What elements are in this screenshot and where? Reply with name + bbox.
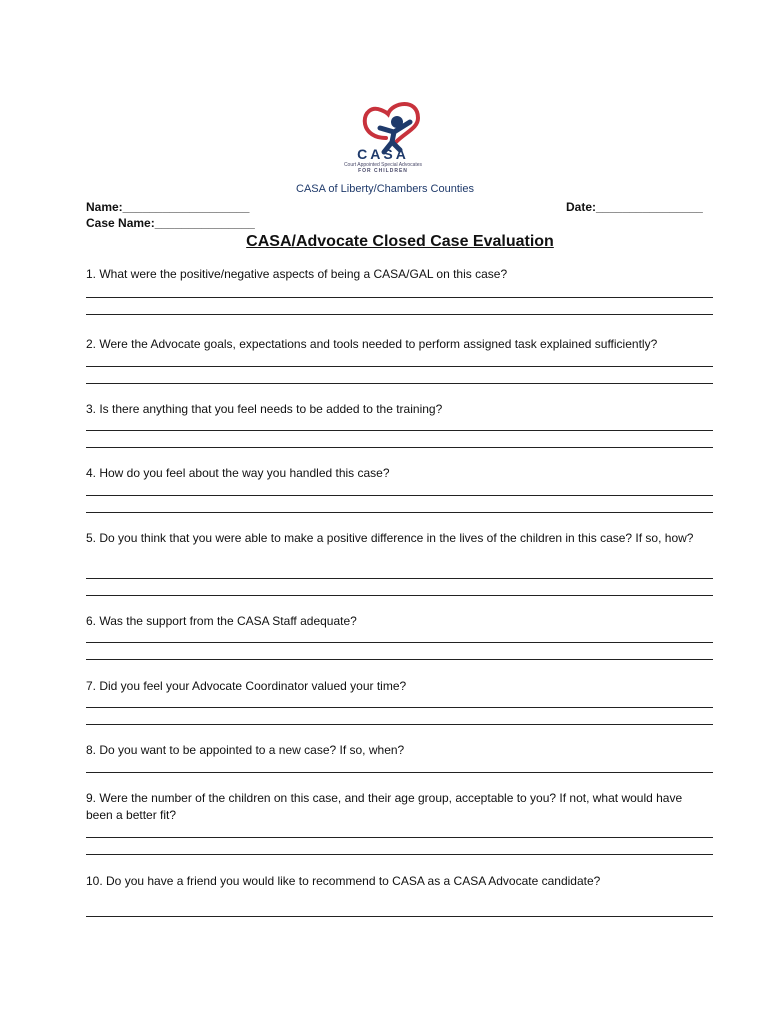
- question-8: 8. Do you want to be appointed to a new case? If so, when?: [86, 743, 405, 757]
- answer-line-5-1[interactable]: [86, 578, 713, 579]
- answer-line-5-2[interactable]: [86, 595, 713, 596]
- answer-line-2-1[interactable]: [86, 366, 713, 367]
- question-2: 2. Were the Advocate goals, expectations and tools needed to perform assigned task explained sufficiently?: [86, 337, 658, 351]
- organization-name: CASA of Liberty/Chambers Counties: [296, 183, 474, 195]
- question-1: 1. What were the positive/negative aspects of being a CASA/GAL on this case?: [86, 267, 508, 281]
- logo-subtitle-children: FOR CHILDREN: [358, 168, 408, 174]
- logo-wordmark: CASA: [357, 146, 409, 162]
- answer-line-4-1[interactable]: [86, 495, 713, 496]
- answer-line-3-2[interactable]: [86, 447, 713, 448]
- answer-line-4-2[interactable]: [86, 512, 713, 513]
- answer-line-3-1[interactable]: [86, 430, 713, 431]
- answer-line-8-1[interactable]: [86, 772, 713, 773]
- case-name-field[interactable]: Case Name:_______________: [86, 216, 255, 230]
- answer-line-7-1[interactable]: [86, 707, 713, 708]
- name-field[interactable]: Name:___________________: [86, 200, 250, 214]
- question-6: 6. Was the support from the CASA Staff adequate?: [86, 614, 357, 628]
- answer-line-9-1[interactable]: [86, 837, 713, 838]
- answer-line-10-1[interactable]: [86, 916, 713, 917]
- answer-line-1-1[interactable]: [86, 297, 713, 298]
- answer-line-9-2[interactable]: [86, 854, 713, 855]
- answer-line-6-2[interactable]: [86, 659, 713, 660]
- question-4: 4. How do you feel about the way you handled this case?: [86, 466, 390, 480]
- question-10: 10. Do you have a friend you would like to recommend to CASA as a CASA Advocate candidate?: [86, 874, 601, 888]
- page-title: CASA/Advocate Closed Case Evaluation: [246, 233, 554, 250]
- answer-line-7-2[interactable]: [86, 724, 713, 725]
- question-5: 5. Do you think that you were able to make a positive difference in the lives of the children in this case? If so, how?: [86, 531, 694, 545]
- logo-subtitle: Court Appointed Special Advocates: [343, 162, 423, 168]
- question-3: 3. Is there anything that you feel needs to be added to the training?: [86, 402, 443, 416]
- answer-line-6-1[interactable]: [86, 642, 713, 643]
- question-7: 7. Did you feel your Advocate Coordinator valued your time?: [86, 679, 407, 693]
- date-field[interactable]: Date:________________: [566, 200, 703, 214]
- answer-line-2-2[interactable]: [86, 383, 713, 384]
- question-9: 9. Were the number of the children on this case, and their age group, acceptable to you? If not, what would have been a better fit?: [86, 791, 683, 822]
- answer-line-1-2[interactable]: [86, 314, 713, 315]
